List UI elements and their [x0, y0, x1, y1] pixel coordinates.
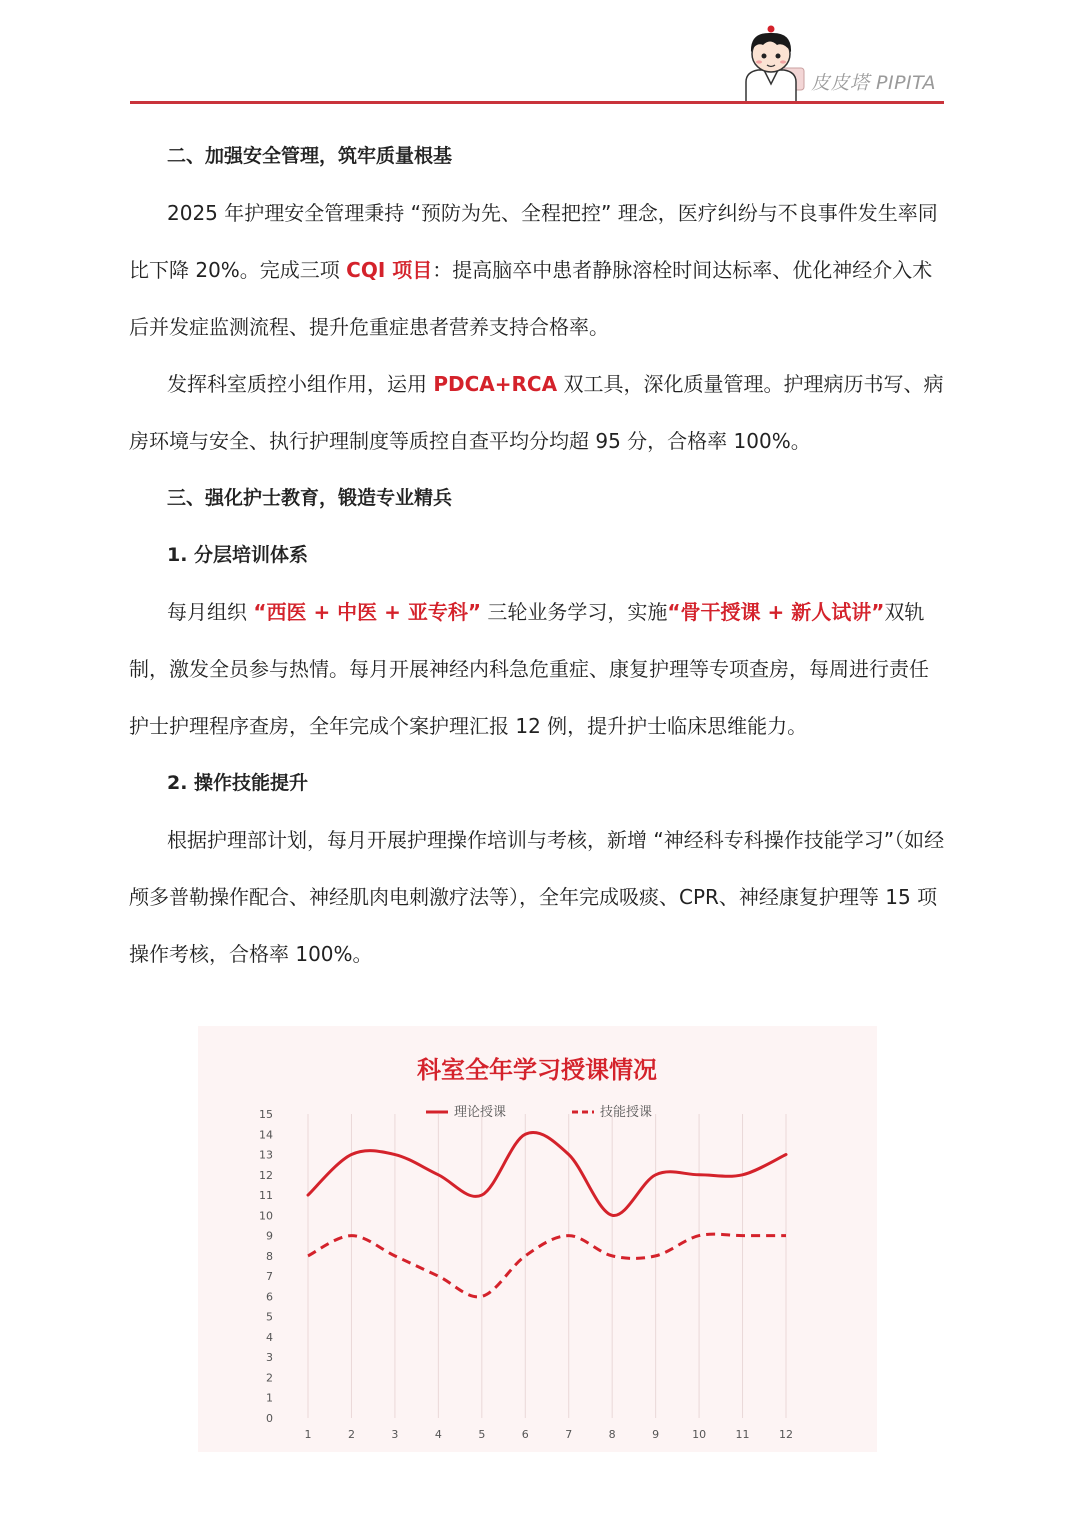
x-axis [305, 1428, 794, 1441]
y-tick-label: 5 [266, 1310, 273, 1324]
x-tick-label: 7 [565, 1428, 573, 1441]
chart-series [308, 1132, 786, 1296]
subsection2-paragraph: 根据护理部计划，每月开展护理操作培训与考核，新增 “神经科专科操作技能学习”（如经颅多普勒操作配合、神经肌肉电刺激疗法等），全年完成吸痰、CPR、神经康复护理等 15 项操作考核，合格率 100%。 [129, 828, 945, 966]
cqi-highlight: CQI 项目 [346, 258, 433, 282]
page-header [130, 20, 944, 104]
y-tick-label: 7 [266, 1270, 273, 1284]
x-tick-label: 5 [478, 1428, 486, 1441]
x-tick-label: 6 [521, 1428, 529, 1441]
y-tick-label: 6 [266, 1290, 273, 1304]
x-tick-label: 10 [692, 1428, 707, 1441]
y-tick-label: 9 [266, 1229, 273, 1243]
series-line-theory [308, 1132, 786, 1215]
y-axis [259, 1108, 273, 1425]
teaching-line-chart [198, 1026, 877, 1452]
x-tick-label: 3 [391, 1428, 399, 1441]
y-tick-label: 14 [259, 1128, 273, 1142]
legend-label: 理论授课 [454, 1105, 507, 1120]
brand-watermark: 皮皮塔 PIPITA [810, 72, 936, 94]
y-tick-label: 2 [266, 1371, 273, 1385]
subsection1-paragraph: 每月组织 “西医 + 中医 + 亚专科” 三轮业务学习，实施“骨干授课 + 新人试讲”双轨制，激发全员参与热情。每月开展神经内科急危重症、康复护理等专项查房，每周进行责任护士护理程序查房，全年完成个案护理汇报 12 例，提升护士临床思维能力。 [129, 600, 929, 738]
x-tick-label: 4 [434, 1428, 442, 1441]
section2-heading: 二、加强安全管理，筑牢质量根基 [167, 145, 453, 167]
y-tick-label: 15 [259, 1108, 273, 1121]
subsection1-heading: 1. 分层培训体系 [167, 544, 309, 566]
curriculum-highlight: “西医 + 中医 + 亚专科” [253, 600, 482, 624]
x-tick-label: 11 [735, 1428, 750, 1441]
mascot-avatar-icon [732, 24, 810, 102]
y-tick-label: 3 [266, 1351, 273, 1365]
y-tick-label: 13 [259, 1148, 273, 1162]
section2-paragraph-2: 发挥科室质控小组作用，运用 PDCA+RCA 双工具，深化质量管理。护理病历书写、病房环境与安全、执行护理制度等质控自查平均分均超 95 分，合格率 100%。 [129, 372, 944, 453]
chart-grid [308, 1114, 786, 1418]
x-tick-label: 1 [304, 1428, 312, 1441]
section2-paragraph-1: 2025 年护理安全管理秉持 “预防为先、全程把控” 理念，医疗纠纷与不良事件发生率同比下降 20%。完成三项 CQI 项目：提高脑卒中患者静脉溶栓时间达标率、优化神经介入术后并发症监测流程、提升危重症患者营养支持合格率。 [129, 201, 938, 339]
y-tick-label: 10 [259, 1209, 273, 1223]
y-tick-label: 0 [266, 1412, 273, 1425]
x-tick-label: 8 [608, 1428, 616, 1441]
document-body [129, 128, 947, 983]
x-tick-label: 12 [779, 1428, 793, 1441]
chart-canvas [198, 1026, 877, 1452]
x-tick-label: 2 [347, 1428, 355, 1441]
chart-title: 科室全年学习授课情况 [417, 1056, 657, 1084]
pdca-highlight: PDCA+RCA [433, 372, 558, 396]
series-line-skill [308, 1234, 786, 1297]
y-tick-label: 8 [266, 1249, 273, 1263]
subsection2-heading: 2. 操作技能提升 [167, 772, 309, 794]
header-divider [130, 101, 944, 104]
x-tick-label: 9 [652, 1428, 660, 1441]
y-tick-label: 1 [266, 1391, 273, 1405]
section3-heading: 三、强化护士教育，锻造专业精兵 [167, 487, 453, 509]
y-tick-label: 12 [259, 1168, 273, 1182]
chart-legend [426, 1104, 652, 1120]
y-tick-label: 11 [259, 1189, 273, 1203]
y-tick-label: 4 [266, 1330, 273, 1344]
legend-label: 技能授课 [600, 1105, 653, 1120]
dual-track-highlight: “骨干授课 + 新人试讲” [667, 600, 885, 624]
